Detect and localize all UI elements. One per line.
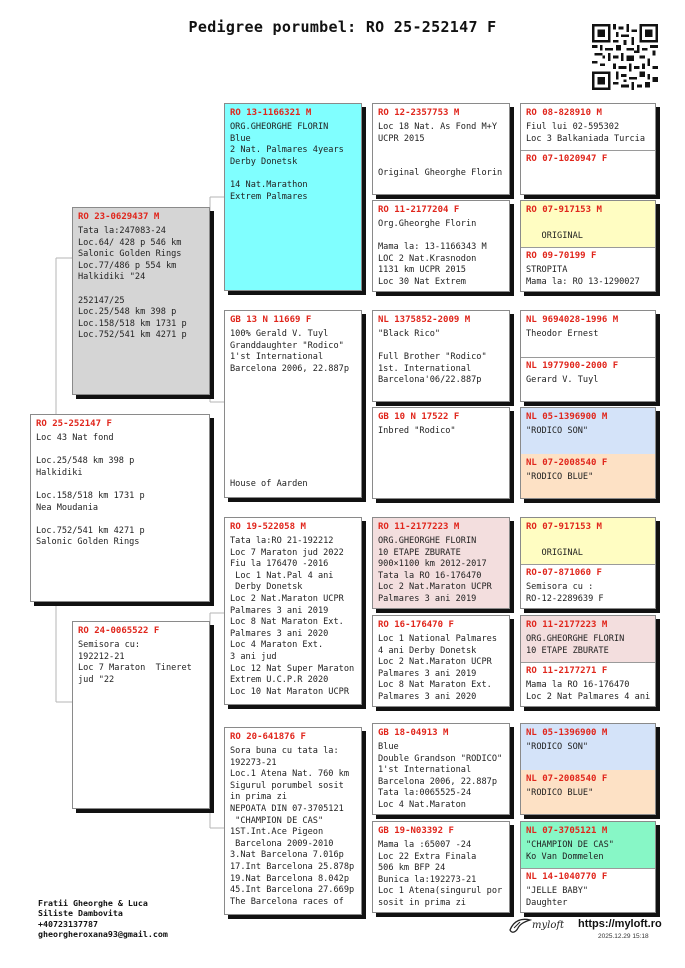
pedigree-sire <box>72 207 210 395</box>
pedigree-gen5-pair-8 <box>520 821 656 913</box>
ring-number: NL 07-2008540 F <box>526 458 608 468</box>
owner-contact: Fratii Gheorghe & Luca Siliste Dambovita +40723137787 gheorgheroxana93@gmail.com <box>38 898 168 940</box>
pigeon-notes: 100% Gerald V. Tuyl Granddaughter "Rodico" 1'st International Barcelona 2006, 22.887p <box>230 329 349 374</box>
pedigree-gen5-cell <box>521 518 655 564</box>
ring-number: RO 07-1020947 F <box>526 154 608 164</box>
pedigree-gen4-3 <box>372 310 510 402</box>
ring-number: RO 07-917153 M <box>526 205 602 215</box>
pigeon-breeder: House of Aarden <box>230 479 308 489</box>
ring-number: NL 14-1040770 F <box>526 872 608 882</box>
pigeon-notes: "Black Rico" Full Brother "Rodico" 1st. International Barcelona'06/22.887p <box>378 329 487 386</box>
ring-number: RO 11-2177223 M <box>526 620 608 630</box>
pedigree-subject <box>30 414 210 602</box>
ring-number: RO 09-70199 F <box>526 251 597 261</box>
pigeon-notes: Loc 18 Nat. As Fond M+Y UCPR 2015 Original Gheorghe Florin <box>378 122 503 179</box>
pigeon-notes: Mama la :65007 -24 Loc 22 Extra Finala 506 km BFP 24 Bunica la:192273-21 Loc 1 Atena(singurul por sosit in prima zi <box>378 840 503 908</box>
pedigree-gen4-5 <box>372 517 510 609</box>
pigeon-notes: Gerard V. Tuyl <box>526 375 599 385</box>
pedigree-gen5-cell <box>521 104 655 150</box>
pedigree-gen4-1 <box>372 103 510 195</box>
pedigree-gen5-pair-7 <box>520 723 656 815</box>
myloft-logo <box>508 916 578 936</box>
pedigree-gen5-cell <box>521 150 655 195</box>
pedigree-gen5-cell <box>521 357 655 402</box>
pedigree-gen3-sire-dam <box>224 310 362 498</box>
pigeon-notes: Theodor Ernest <box>526 329 599 339</box>
ring-number: RO 07-917153 M <box>526 522 602 532</box>
ring-number: RO 11-2177223 M <box>378 522 460 532</box>
pedigree-gen5-cell <box>521 564 655 609</box>
pedigree-dam <box>72 621 210 809</box>
ring-number: RO 25-252147 F <box>36 419 112 429</box>
pigeon-notes: Sora buna cu tata la: 192273-21 Loc.1 Atena Nat. 760 km Sigurul porumbel sosit in prima zi NEPOATA DIN 07-3705121 "CHAMPION DE CAS" 1ST.Int.Ace Pigeon Barcelona 2009-2010 3.Nat Barcelona 7.016p 17.Int Barcelona 25.878p 19.Nat Barcelona 8.042p 45.Int Barcelona 27.669p The Barcelona races of <box>230 746 355 907</box>
pigeon-notes: "JELLE BABY" Daughter <box>526 886 589 908</box>
pigeon-notes: "RODICO BLUE" <box>526 788 594 798</box>
pigeon-notes: ORG.GHEORGHE FLORIN 10 ETAPE ZBURATE <box>526 634 625 656</box>
pedigree-gen5-cell <box>521 724 655 770</box>
pigeon-notes: "RODICO SON" <box>526 742 589 752</box>
page-title: Pedigree porumbel: RO 25-252147 F <box>188 18 497 36</box>
pedigree-gen5-pair-1 <box>520 103 656 195</box>
pigeon-notes: ORG.GHEORGHE FLORIN Blue 2 Nat. Palmares 4years Derby Donetsk 14 Nat.Marathon Extrem Palmares <box>230 122 344 202</box>
ring-number: GB 18-04913 M <box>378 728 449 738</box>
ring-number: RO 16-176470 F <box>378 620 454 630</box>
pedigree-gen5-pair-5 <box>520 517 656 609</box>
pigeon-notes: "CHAMPION DE CAS" Ko Van Dommelen <box>526 840 614 862</box>
ring-number: RO 23-0629437 M <box>78 212 160 222</box>
pedigree-gen5-pair-2 <box>520 200 656 292</box>
pedigree-gen5-cell <box>521 311 655 357</box>
ring-number: GB 19-N03392 F <box>378 826 454 836</box>
pigeon-notes: Loc 1 National Palmares 4 ani Derby Donetsk Loc 2 Nat.Maraton UCPR Palmares 3 ani 2019 Loc 8 Nat Maraton Ext. Palmares 3 ani 2020 <box>378 634 497 702</box>
timestamp: 2025.12.29 15:18 <box>598 933 649 940</box>
pigeon-notes: Org.Gheorghe Florin Mama la: 13-1166343 M LOC 2 Nat.Krasnodon 1131 km UCPR 2015 Loc 30 Nat Extrem <box>378 219 487 287</box>
pigeon-notes: Fiul lui 02-595302 Loc 3 Balkaniada Turcia <box>526 122 645 144</box>
ring-number: NL 05-1396900 M <box>526 412 608 422</box>
pigeon-icon <box>508 916 532 936</box>
ring-number: RO 11-2177271 F <box>526 666 608 676</box>
pigeon-notes: ORIGINAL <box>541 547 583 558</box>
ring-number: NL 07-2008540 F <box>526 774 608 784</box>
pigeon-notes: Inbred "Rodico" <box>378 426 456 436</box>
pigeon-notes: ORG.GHEORGHE FLORIN 10 ETAPE ZBURATE 900×1100 km 2012-2017 Tata la RO 16-176470 Loc 2 Nat.Maraton UCPR Palmares 3 ani 2019 <box>378 536 492 604</box>
pedigree-gen5-pair-6 <box>520 615 656 707</box>
ring-number: NL 05-1396900 M <box>526 728 608 738</box>
brand-name: myloft <box>532 920 565 931</box>
pigeon-notes: "RODICO SON" <box>526 426 589 436</box>
pedigree-gen5-cell <box>521 454 655 499</box>
pigeon-notes: Tata la:RO 21-192212 Loc 7 Maraton jud 2022 Fiu la 176470 -2016 Loc 1 Nat.Pal 4 ani Derby Donetsk Loc 2 Nat.Maraton UCPR Palmares 3 ani 2019 Loc 8 Nat Maraton Ext. Palmares 3 ani 2020 Loc 4 Maraton Ext. 3 ani jud Loc 12 Nat Super Maraton Extrem U.C.P.R 2020 Loc 10 Nat Maraton UCPR <box>230 536 355 697</box>
ring-number: NL 1977900-2000 F <box>526 361 619 371</box>
pigeon-notes: Semisora cu : RO-12-2289639 F <box>526 582 604 604</box>
pedigree-gen3-dam-dam <box>224 727 362 915</box>
pedigree-gen5-pair-4 <box>520 407 656 499</box>
ring-number: NL 9694028-1996 M <box>526 315 619 325</box>
pedigree-gen5-cell <box>521 868 655 913</box>
pedigree-gen4-6 <box>372 615 510 707</box>
ring-number: RO 08-828910 M <box>526 108 602 118</box>
ring-number: RO 20-641876 F <box>230 732 306 742</box>
pigeon-notes: Tata la:247083-24 Loc.64/ 428 p 546 km Salonic Golden Rings Loc.77/486 p 554 km Halkidiki "24 252147/25 Loc.25/548 km 398 p Loc.158/518 km 1731 p Loc.752/541 km 4271 p <box>78 226 187 341</box>
ring-number: RO 13-1166321 M <box>230 108 312 118</box>
pigeon-notes: STROPITA Mama la: RO 13-1290027 <box>526 265 640 287</box>
ring-number: RO-07-871060 F <box>526 568 602 578</box>
pedigree-gen4-2 <box>372 200 510 292</box>
pedigree-gen3-sire-sire <box>224 103 362 291</box>
ring-number: NL 1375852-2009 M <box>378 315 471 325</box>
ring-number: NL 07-3705121 M <box>526 826 608 836</box>
pigeon-notes: "RODICO BLUE" <box>526 472 594 482</box>
ring-number: GB 10 N 17522 F <box>378 412 460 422</box>
ring-number: RO 24-0065522 F <box>78 626 160 636</box>
pedigree-gen5-cell <box>521 770 655 815</box>
pedigree-gen5-cell <box>521 822 655 868</box>
ring-number: RO 12-2357753 M <box>378 108 460 118</box>
ring-number: GB 13 N 11669 F <box>230 315 312 325</box>
ring-number: RO 11-2177204 F <box>378 205 460 215</box>
pedigree-gen5-cell <box>521 247 655 292</box>
pedigree-gen5-pair-3 <box>520 310 656 402</box>
pigeon-notes: Loc 43 Nat fond Loc.25/548 km 398 p Halkidiki Loc.158/518 km 1731 p Nea Moudania Loc.752/541 km 4271 p Salonic Golden Rings <box>36 433 145 548</box>
pedigree-gen4-8 <box>372 821 510 913</box>
website-link[interactable]: https://myloft.ro <box>578 918 662 930</box>
pedigree-gen4-4 <box>372 407 510 499</box>
pedigree-gen5-cell <box>521 662 655 707</box>
ring-number: RO 19-522058 M <box>230 522 306 532</box>
pedigree-gen5-cell <box>521 408 655 454</box>
pigeon-notes: Semisora cu: 192212-21 Loc 7 Maraton Tineret jud "22 <box>78 640 192 685</box>
pedigree-gen5-cell <box>521 201 655 247</box>
pedigree-gen4-7 <box>372 723 510 815</box>
pigeon-notes: Blue Double Grandson "RODICO" 1'st International Barcelona 2006, 22.887p Tata la:0065525-24 Loc 4 Nat.Maraton <box>378 742 503 810</box>
pedigree-gen3-dam-sire <box>224 517 362 705</box>
pigeon-notes: Mama la RO 16-176470 Loc 2 Nat Palmares 4 ani <box>526 680 651 702</box>
pedigree-gen5-cell <box>521 616 655 662</box>
pigeon-notes: ORIGINAL <box>541 230 583 241</box>
